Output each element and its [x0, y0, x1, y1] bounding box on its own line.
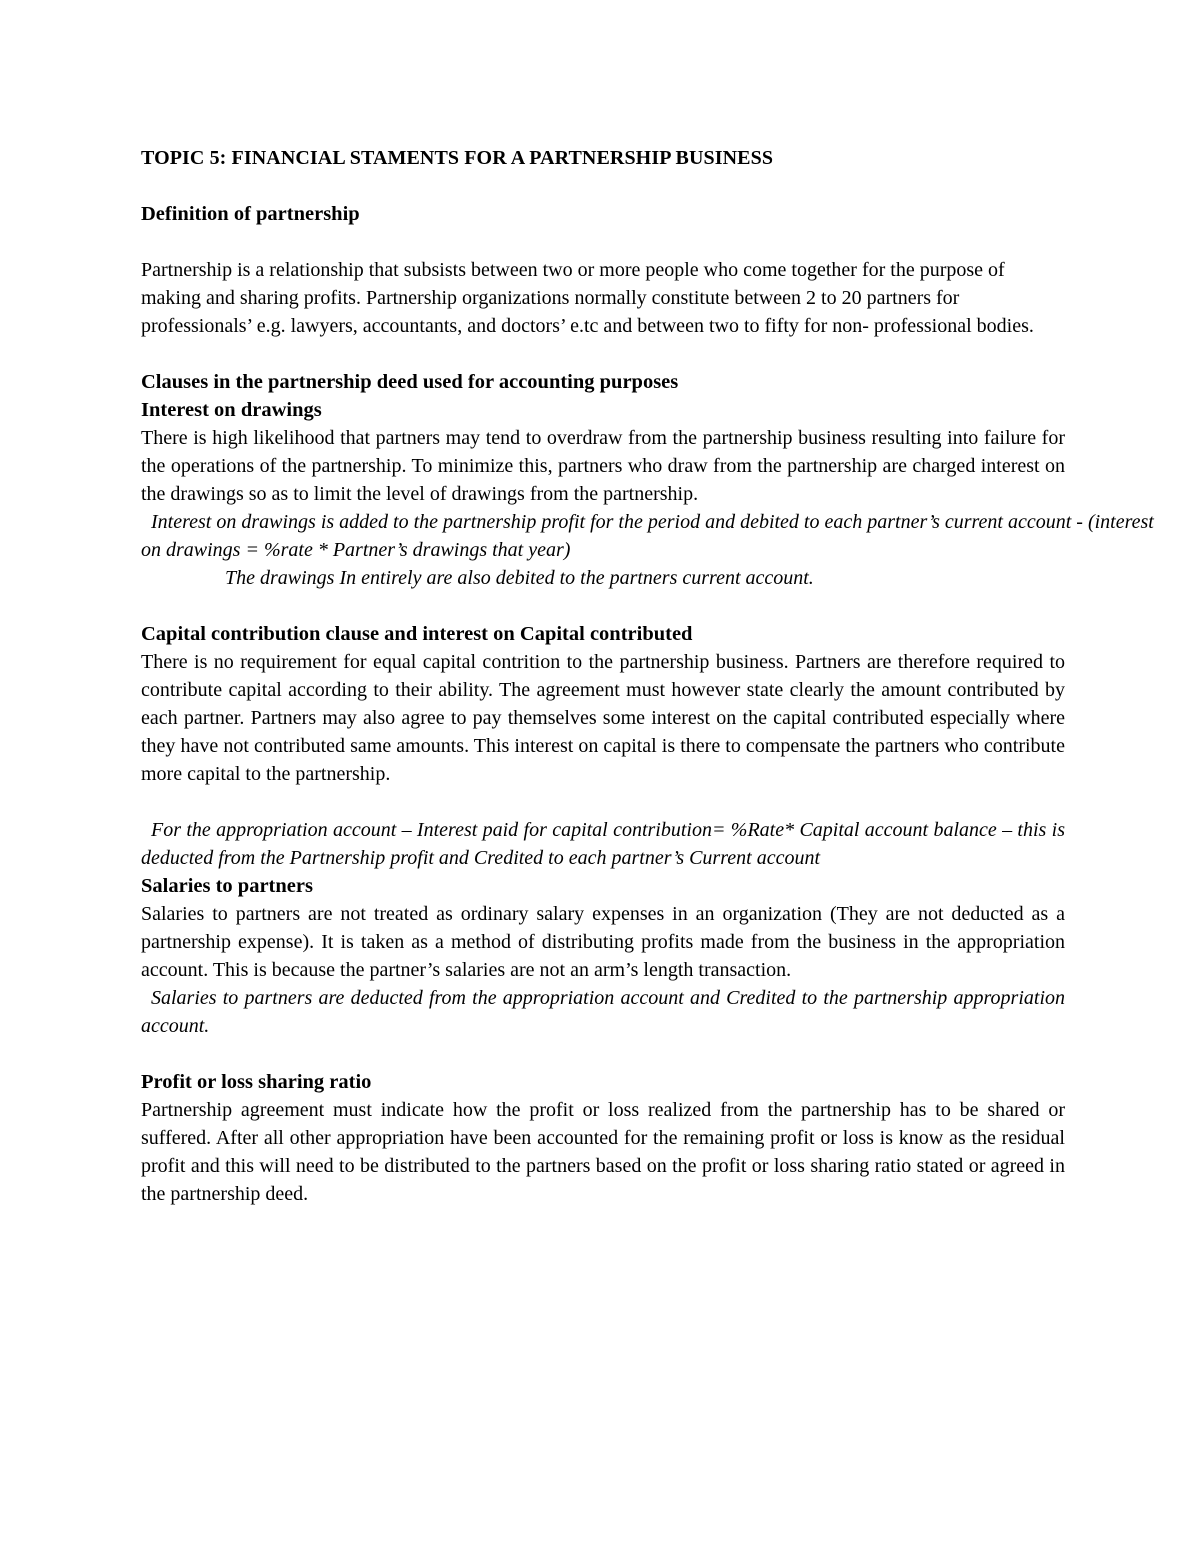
interest-on-drawings-paragraph: There is high likelihood that partners may tend to overdraw from the partnership business resulting into failure for the operations of the partnership. To minimize this, partners who draw from the partnership are charged interest on the drawings so as to limit the level of drawings from the partnership. — [141, 427, 1065, 505]
profit-sharing-paragraph: Partnership agreement must indicate how the profit or loss realized from the partnership has to be shared or suffered. After all other appropriation have been accounted for the remaining profit or loss is know as the residual profit and this will need to be distributed to the partners based on the profit or loss sharing ratio stated or agreed in the partnership deed. — [141, 1099, 1065, 1205]
definition-heading: Definition of partnership — [141, 203, 360, 225]
page-title: TOPIC 5: FINANCIAL STAMENTS FOR A PARTNERSHIP BUSINESS — [141, 147, 774, 169]
capital-contribution-heading: Capital contribution clause and interest on Capital contributed — [141, 623, 693, 645]
spacer — [141, 172, 1065, 200]
clauses-heading: Clauses in the partnership deed used for accounting purposes — [141, 371, 679, 393]
drawings-debited-note: The drawings In entirely are also debited to the partners current account. — [225, 567, 814, 589]
appropriation-account-note: For the appropriation account – Interest paid for capital contribution= %Rate* Capital account balance – this is deducted from the Partnership profit and Credited to each partner’s Current account — [141, 819, 1065, 869]
spacer — [141, 340, 1065, 368]
salaries-paragraph: Salaries to partners are not treated as ordinary salary expenses in an organization (They are not deducted as a partnership expense). It is taken as a method of distributing profits made from the business in the appropriation account. This is because the partner’s salaries are not an arm’s length transaction. — [141, 903, 1065, 981]
spacer — [141, 788, 1065, 816]
spacer — [141, 228, 1065, 256]
spacer — [141, 1040, 1065, 1068]
document-body — [141, 144, 1154, 1208]
interest-on-drawings-heading: Interest on drawings — [141, 399, 322, 421]
interest-on-drawings-note: Interest on drawings is added to the partnership profit for the period and debited to each partner’s current account - (interest on drawings = %rate * Partner’s drawings that year) — [141, 511, 1154, 561]
salaries-heading: Salaries to partners — [141, 875, 313, 897]
spacer — [141, 592, 1065, 620]
capital-contribution-paragraph: There is no requirement for equal capital contrition to the partnership business. Partners are therefore required to contribute capital according to their ability. The agreement must however state clearly the amount contributed by each partner. Partners may also agree to pay themselves some interest on the capital contributed especially where they have not contributed same amounts. This interest on capital is there to compensate the partners who contribute more capital to the partnership. — [141, 651, 1065, 785]
salaries-note: Salaries to partners are deducted from the appropriation account and Credited to the partnership appropriation account. — [141, 987, 1065, 1037]
profit-sharing-heading: Profit or loss sharing ratio — [141, 1071, 372, 1093]
definition-paragraph: Partnership is a relationship that subsists between two or more people who come together for the purpose of making and sharing profits. Partnership organizations normally constitute between 2 to 20 partners for professionals’ e.g. lawyers, accountants, and doctors’ e.tc and between two to fifty for non- professional bodies. — [141, 259, 1034, 337]
